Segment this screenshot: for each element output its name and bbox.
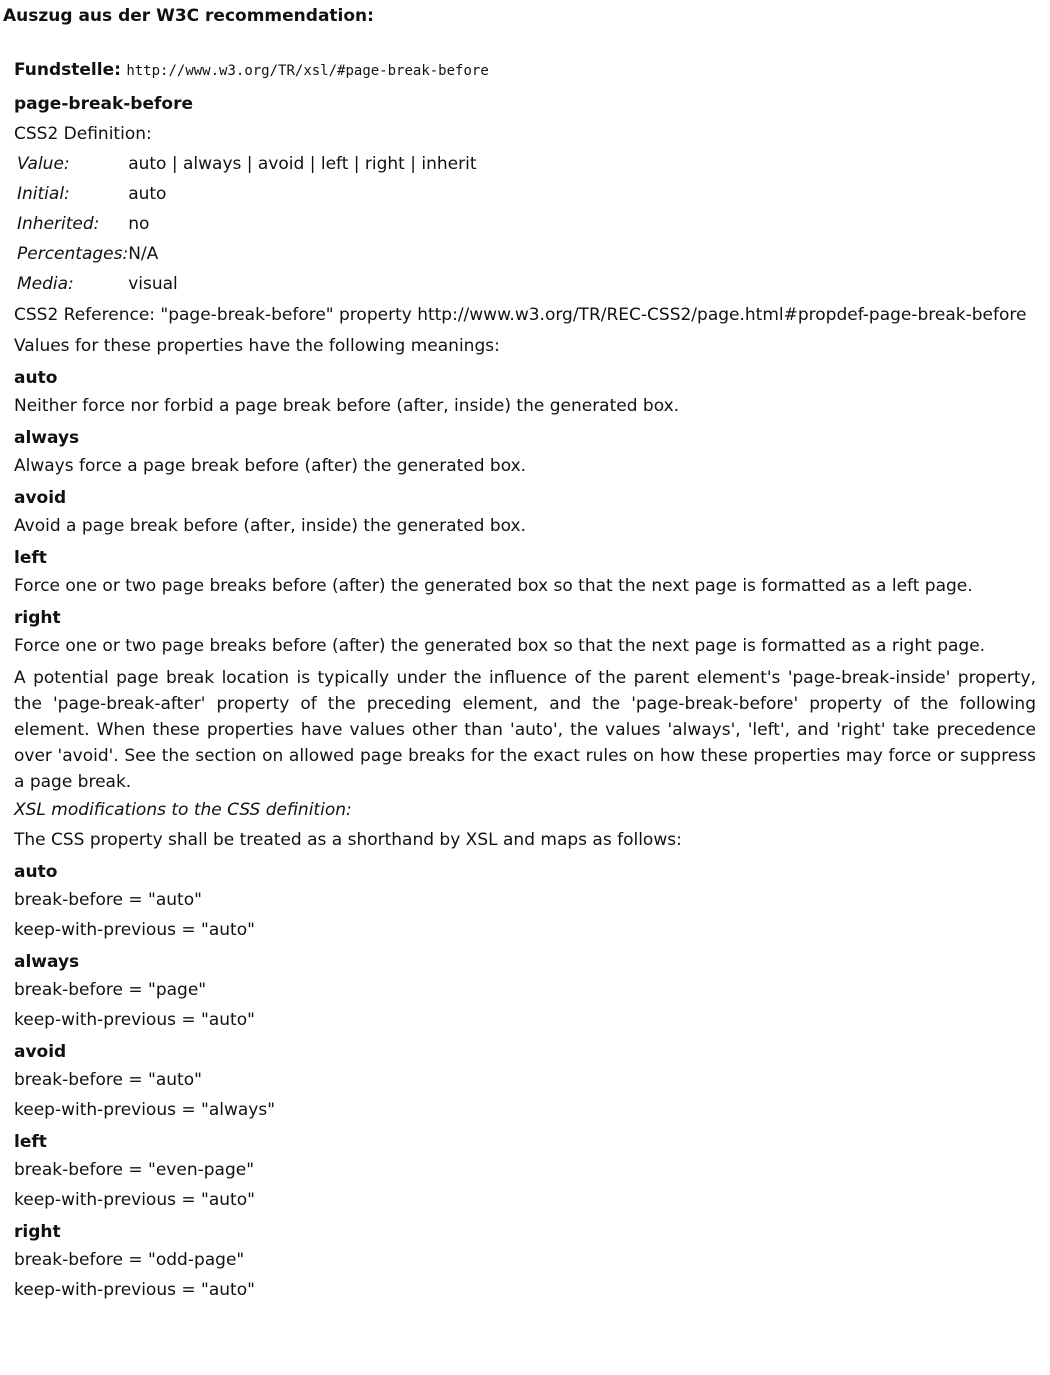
definition-value: N/A [128, 244, 159, 264]
css2-reference: CSS2 Reference: "page-break-before" property http://www.w3.org/TR/REC-CSS2/page.html#propdef-page-break-before [14, 305, 1027, 325]
definition-row [17, 149, 477, 179]
mapping-keep-with-previous: keep-with-previous = "auto" [14, 1280, 255, 1300]
mapping-keep-with-previous: keep-with-previous = "auto" [14, 1190, 255, 1210]
mapping-keep-with-previous: keep-with-previous = "auto" [14, 1010, 255, 1030]
definition-key: Initial: [17, 184, 70, 204]
definition-row [17, 239, 477, 269]
mapping-break-before: break-before = "auto" [14, 1070, 202, 1090]
mapping-keep-with-previous: keep-with-previous = "auto" [14, 920, 255, 940]
definition-value: auto | always | avoid | left | right | inherit [128, 154, 477, 174]
document-content [14, 58, 1036, 1305]
mapping-term: auto [14, 862, 58, 882]
mapping-keep-with-previous: keep-with-previous = "always" [14, 1100, 276, 1120]
mapping-break-before: break-before = "page" [14, 980, 207, 1000]
xsl-modifications-label: XSL modifications to the CSS definition: [14, 800, 352, 820]
meaning-term: right [14, 608, 61, 628]
meaning-desc: Avoid a page break before (after, inside) the generated box. [14, 516, 527, 536]
mappings-list [14, 859, 1036, 1305]
definition-value: no [128, 214, 150, 234]
source-label: Fundstelle: [14, 60, 121, 80]
meaning-desc: Neither force nor forbid a page break before (after, inside) the generated box. [14, 396, 680, 416]
definition-row [17, 269, 477, 299]
mapping-term: avoid [14, 1042, 67, 1062]
mapping-break-before: break-before = "even-page" [14, 1160, 255, 1180]
meaning-term: left [14, 548, 47, 568]
meaning-term: always [14, 428, 80, 448]
definition-key: Inherited: [17, 214, 100, 234]
mapping-term: always [14, 952, 80, 972]
definition-value: visual [128, 274, 178, 294]
meaning-term: avoid [14, 488, 67, 508]
definition-table [17, 149, 477, 299]
meaning-desc: Always force a page break before (after) the generated box. [14, 456, 527, 476]
definition-key: Media: [17, 274, 74, 294]
meaning-desc: Force one or two page breaks before (after) the generated box so that the next page is formatted as a right page. [14, 636, 986, 656]
definition-value: auto [128, 184, 167, 204]
meanings-list [14, 365, 1036, 661]
shorthand-intro: The CSS property shall be treated as a shorthand by XSL and maps as follows: [14, 830, 682, 850]
mapping-term: left [14, 1132, 47, 1152]
definition-key: Value: [17, 154, 70, 174]
meanings-intro: Values for these properties have the following meanings: [14, 336, 500, 356]
explanation-paragraph: A potential page break location is typically under the influence of the parent element's 'page-break-inside' property, the 'page-break-after' property of the preceding element, and the 'page-break-before' property of the following element. When these properties have values other than 'auto', the values 'always', 'left', and 'right' take precedence over 'avoid'. See the section on allowed page breaks for the exact rules on how these properties may force or suppress a page break. [14, 668, 1036, 792]
definition-row [17, 179, 477, 209]
source-line [14, 58, 1036, 83]
source-url[interactable]: http://www.w3.org/TR/xsl/#page-break-before [126, 63, 489, 79]
meaning-desc: Force one or two page breaks before (after) the generated box so that the next page is formatted as a left page. [14, 576, 973, 596]
page-heading: Auszug aus der W3C recommendation: [3, 6, 374, 26]
property-name: page-break-before [14, 94, 193, 114]
definition-row [17, 209, 477, 239]
mapping-term: right [14, 1222, 61, 1242]
css2-definition-label: CSS2 Definition: [14, 124, 152, 144]
mapping-break-before: break-before = "odd-page" [14, 1250, 245, 1270]
definition-key: Percentages: [17, 244, 129, 264]
mapping-break-before: break-before = "auto" [14, 890, 202, 910]
meaning-term: auto [14, 368, 58, 388]
